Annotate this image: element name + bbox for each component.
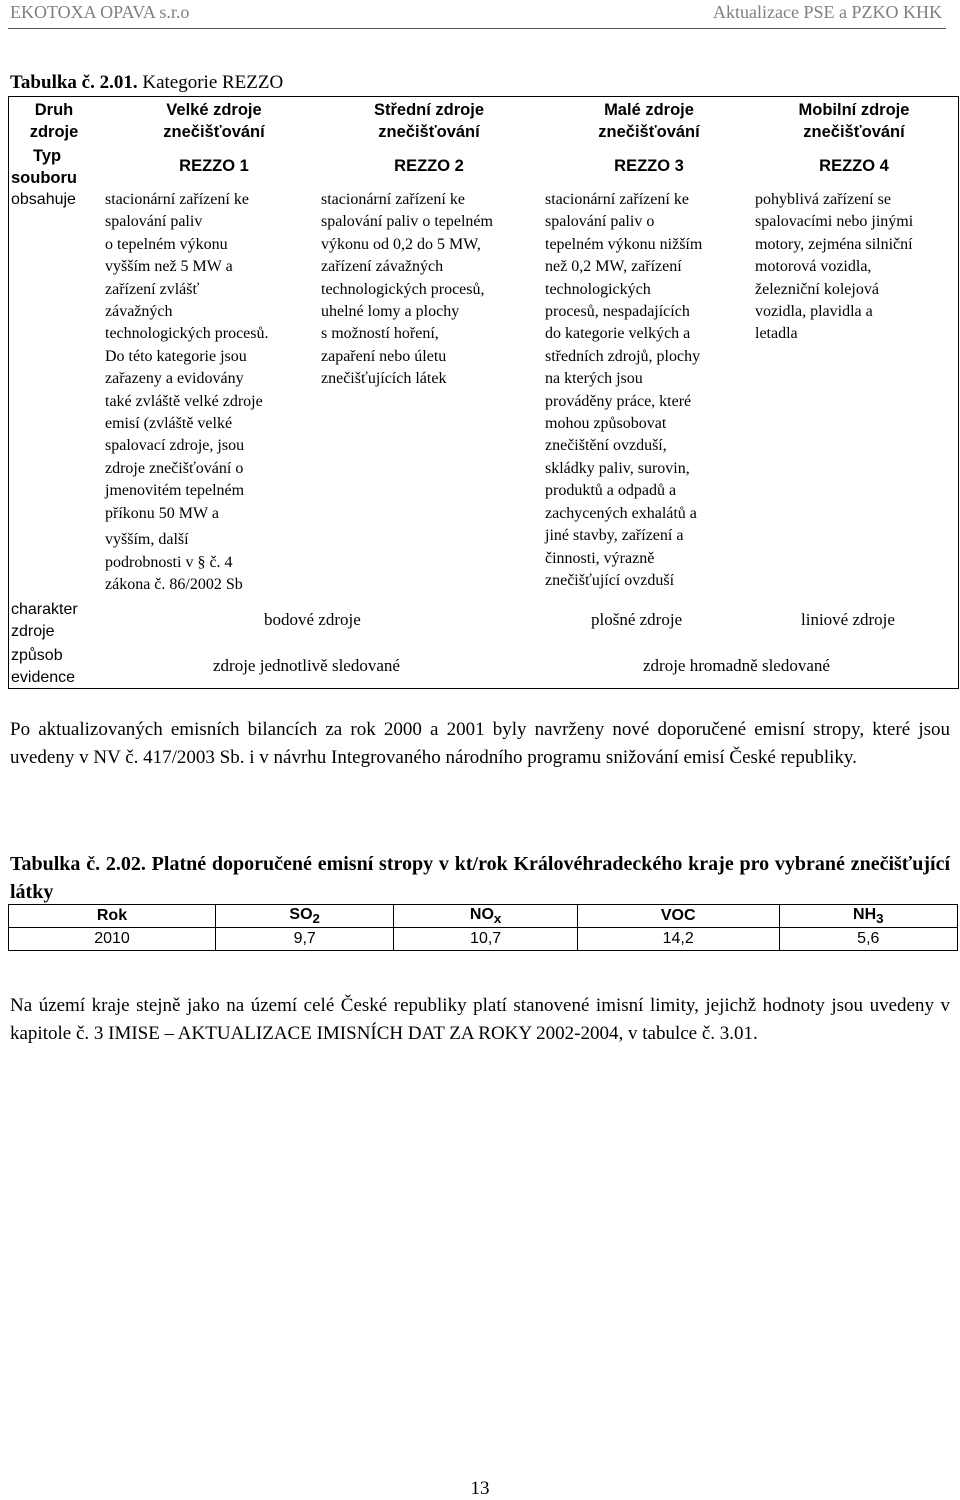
content-line: znečišťujících látek (321, 370, 447, 388)
content-line: zapaření nebo úletu (321, 347, 447, 365)
content-line: letadla (755, 325, 798, 343)
content-line: spalování paliv (105, 213, 203, 231)
content-line: spalování paliv o (545, 213, 655, 231)
content-line: pohyblivá zařízení se (755, 191, 891, 208)
col-header-male (549, 99, 749, 143)
content-rezzo-2 (321, 189, 546, 391)
content-rezzo-1 (105, 189, 315, 596)
emission-ceilings-table (8, 904, 958, 951)
header-text: VOC (660, 907, 696, 924)
cell-nox: 10,7 (394, 928, 577, 951)
content-line: s možností hoření, (321, 325, 439, 343)
evidence-hromadne: zdroje hromadně sledované (643, 656, 830, 675)
table1-caption-text: Kategorie REZZO (137, 72, 284, 93)
col-header-male-l2: znečišťování (598, 123, 700, 141)
header-subscript: x (493, 911, 502, 927)
header-text: NH (853, 905, 877, 923)
content-line: technologických procesů. (105, 325, 269, 343)
header-document-title: Aktualizace PSE a PZKO KHK (713, 2, 942, 22)
row-label-zpusob-l2: evidence (11, 669, 76, 686)
row-label-druh-l1: Druh (34, 101, 74, 119)
content-line: jiné stavby, zařízení a (545, 527, 684, 545)
col-header-voc (577, 905, 779, 928)
content-line: motorová vozidla, (755, 258, 872, 276)
header-subscript: 3 (876, 911, 884, 927)
cell-rok: 2010 (9, 928, 216, 951)
table1-caption-label: Tabulka č. 2.01. (10, 72, 138, 93)
content-line: vozidla, plavidla a (755, 303, 873, 321)
cell-nh3: 5,6 (779, 928, 957, 951)
content-line: technologických procesů, (321, 280, 485, 298)
charakter-plosne: plošné zdroje (591, 610, 683, 629)
charakter-liniove: liniové zdroje (801, 610, 895, 629)
row-label-obsahuje: obsahuje (11, 191, 76, 208)
content-line: znečišťující ovzduší (545, 571, 675, 589)
row-label-charakter-l2: zdroje (11, 623, 55, 640)
content-line: stacionární zařízení ke (105, 191, 249, 208)
content-line: do kategorie velkých a (545, 325, 691, 343)
content-rezzo-4 (755, 189, 960, 346)
cell-so2: 9,7 (215, 928, 393, 951)
col-header-mobilni (754, 99, 954, 143)
content-line: tepelném výkonu nižším (545, 235, 703, 253)
rezzo-4-label: REZZO 4 (819, 157, 889, 175)
content-line: skládky paliv, surovin, (545, 459, 690, 477)
row-label-druh-l2: zdroje (29, 123, 79, 141)
content-line: zařízení závažných (321, 258, 444, 276)
content-line: prováděny práce, které (545, 392, 692, 410)
col-header-nox (394, 905, 577, 928)
content-line: vyšším než 5 MW a (105, 258, 233, 276)
header-text: Rok (96, 907, 128, 924)
content-line: činnosti, výrazně (545, 549, 655, 567)
rezzo-table (8, 96, 959, 689)
content-line: zákona č. 86/2002 Sb (105, 575, 243, 593)
content-line: Do této kategorie jsou (105, 347, 247, 365)
content-line: zdroje znečišťování o (105, 459, 244, 477)
rezzo-3-label: REZZO 3 (614, 157, 684, 175)
header-text: SO (289, 905, 313, 923)
col-header-stredni (329, 99, 529, 143)
col-header-nh3 (779, 905, 957, 928)
paragraph-emission-ceilings: Po aktualizovaných emisních bilancích za rok 2000 a 2001 byly navrženy nové doporučené emisní stropy, které jsou uvedeny v NV č. 417/2003 Sb. i v návrhu Integrovaného národního programu snižování emisí České republiky. (10, 719, 950, 768)
content-line: produktů a odpadů a (545, 482, 677, 500)
content-line: technologických (545, 280, 651, 298)
charakter-bodove: bodové zdroje (264, 610, 361, 629)
content-line: stacionární zařízení ke (321, 191, 465, 208)
cell-voc: 14,2 (577, 928, 779, 951)
col-header-mobilni-l2: znečišťování (803, 123, 905, 141)
content-line: spalování paliv o tepelném (321, 213, 493, 231)
content-line: také zvláště velké zdroje (105, 392, 263, 410)
row-label-typ-l2: souboru (11, 169, 77, 187)
col-header-rok (9, 905, 216, 928)
content-line: podrobnosti v § č. 4 (105, 553, 233, 571)
content-line: stacionární zařízení ke (545, 191, 689, 208)
content-line: středních zdrojů, plochy (545, 347, 701, 365)
page-number: 13 (470, 1478, 490, 1499)
header-subscript: 2 (312, 911, 320, 927)
row-label-charakter (11, 599, 78, 643)
table1-caption (10, 72, 283, 94)
content-line: výkonu od 0,2 do 5 MW, (321, 235, 481, 253)
content-line: emisí (zvláště velké (105, 415, 233, 433)
col-header-male-l1: Malé zdroje (604, 101, 694, 119)
content-line: jmenovitém tepelném (105, 482, 245, 500)
content-line: procesů, nespadajících (545, 303, 690, 321)
content-line: než 0,2 MW, zařízení (545, 258, 682, 276)
content-line: na kterých jsou (545, 370, 643, 388)
content-line: vyšším, další (105, 531, 189, 549)
content-line: motory, zejména silniční (755, 235, 913, 253)
content-line: spalovací zdroje, jsou (105, 437, 245, 455)
content-line: závažných (105, 303, 173, 321)
header-divider (8, 28, 946, 29)
content-line: zařízení zvlášť (105, 280, 200, 298)
content-line: železniční kolejová (755, 280, 879, 298)
col-header-velke (119, 99, 309, 143)
content-line: o tepelném výkonu (105, 235, 228, 253)
col-header-stredni-l2: znečišťování (378, 123, 480, 141)
rezzo-2-label: REZZO 2 (394, 157, 464, 175)
paragraph-imission-limits: Na území kraje stejně jako na území celé České republiky platí stanovené imisní limity, jejichž hodnoty jsou uvedeny v kapitole č. 3 IMISE – AKTUALIZACE IMISNÍCH DAT ZA ROKY 2002-2004, v tabulce č. 3.01. (10, 995, 950, 1044)
content-rezzo-3 (545, 189, 760, 592)
col-header-mobilni-l1: Mobilní zdroje (798, 101, 910, 119)
col-header-stredni-l1: Střední zdroje (373, 101, 484, 119)
row-label-zpusob-l1: způsob (11, 647, 63, 664)
content-line: zachycených exhalátů a (545, 504, 697, 522)
col-header-velke-l1: Velké zdroje (166, 101, 262, 119)
row-label-typ-l1: Typ (33, 147, 62, 165)
header-text: NO (469, 905, 494, 923)
col-header-velke-l2: znečišťování (163, 123, 265, 141)
table-header-row (9, 905, 958, 928)
row-label-charakter-l1: charakter (11, 601, 78, 618)
row-label-typ (9, 145, 99, 189)
content-line: mohou způsobovat (545, 415, 667, 433)
header-company: EKOTOXA OPAVA s.r.o (10, 2, 190, 22)
col-header-so2 (215, 905, 393, 928)
content-line: příkonu 50 MW a (105, 504, 219, 522)
row-label-zpusob (11, 645, 75, 689)
content-line: spalovacími nebo jinými (755, 213, 914, 231)
rezzo-1-label: REZZO 1 (179, 157, 249, 175)
content-line: zařazeny a evidovány (105, 370, 244, 388)
row-label-druh (9, 99, 99, 143)
evidence-jednotlive: zdroje jednotlivě sledované (213, 656, 400, 675)
table2-caption: Tabulka č. 2.02. Platné doporučené emisní stropy v kt/rok Královéhradeckého kraje pro vybrané znečišťující látky (10, 853, 950, 903)
table-row (9, 928, 958, 951)
content-line: znečištění ovzduší, (545, 437, 667, 455)
content-line: uhelné lomy a plochy (321, 303, 460, 321)
